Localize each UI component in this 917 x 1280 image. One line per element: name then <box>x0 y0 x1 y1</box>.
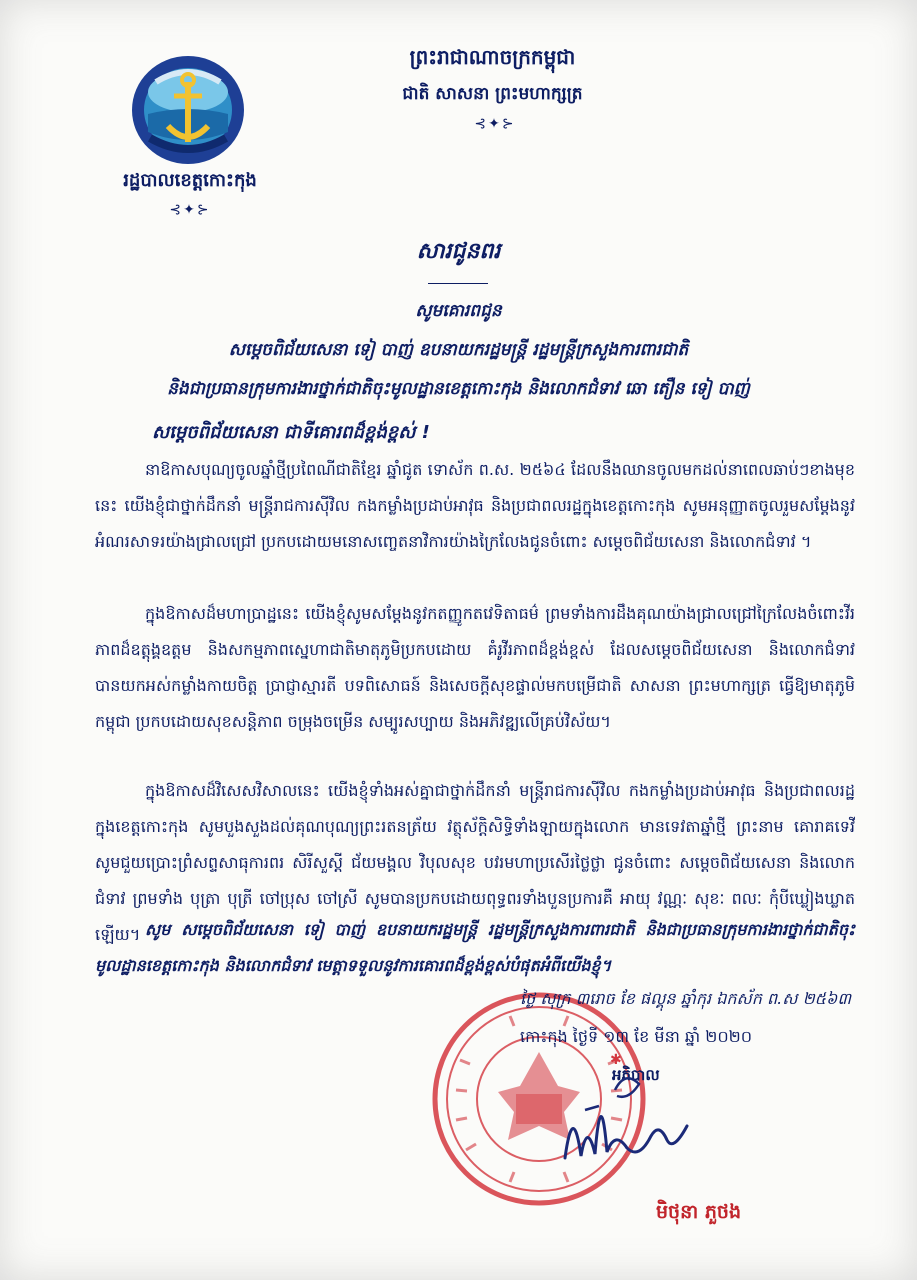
signer-role: អភិបាល <box>612 1066 660 1084</box>
paragraph-3-text: ក្នុងឱកាសដ៏វិសេសវិសាលនេះ យើងខ្ញុំទាំងអស់គ្នាជាថ្នាក់ដឹកនាំ មន្ត្រីរាជការស៊ីវិល កងកម្លាំងប្រដាប់អាវុធ និងប្រជាពលរដ្ឋក្នុងខេត្តកោះកុង សូមបួងសួងដល់គុណបុណ្យព្រះរតនត្រ័យ វត្ថុស័ក្តិសិទ្ធិទាំងឡាយក្នុងលោក មានទេវតាឆ្នាំថ្មី ព្រះនាម គោរាគទេវី សូមជួយប្រោះព្រំសព្ទសាធុការពរ សិរីសួស្តី ជ័យមង្គល វិបុលសុខ បវរមហាប្រសើរថ្លៃថ្លា ជូនចំពោះ សម្ដេចពិជ័យសេនា និងលោកជំទាវ ព្រមទាំង បុត្រា បុត្រី ចៅប្រុស ចៅស្រី សូមបានប្រកបដោយពុទ្ធពរទាំងបួនប្រការគឺ អាយុ វណ្ណៈ សុខៈ ពលៈ កុំបីឃ្លៀងឃ្លាតឡើយ។ <box>95 781 855 944</box>
ornament-divider-top: ⊰✦⊱ <box>474 116 516 132</box>
addressee-line-2: និងជាប្រធានក្រុមការងារថ្នាក់ជាតិចុះមូលដ្ឋានខេត្តកោះកុង និងលោកជំទាវ ឆោ តឿន ទៀ បាញ់ <box>167 379 750 399</box>
body-paragraph-2 <box>95 596 855 740</box>
addressee-lead: សូមគោរពជូន <box>415 301 502 321</box>
nation-heading: ព្រះរាជាណាចក្រកម្ពុជា <box>409 45 576 69</box>
lunar-date: ថ្ងៃ សុក្រ ៣រោច ខែ ផល្គុន ឆ្នាំកុរ ឯកស័ក ព.ស ២៥៦៣ <box>520 989 852 1008</box>
closing-paragraph-text: សូម សម្ដេចពិជ័យសេនា ទៀ បាញ់ ឧបនាយករដ្ឋមន្ត្រី រដ្ឋមន្ត្រីក្រសួងការពារជាតិ និងជាប្រធានក្រុមការងារថ្នាក់ជាតិចុះមូលដ្ឋានខេត្តកោះកុង និងលោកជំទាវ មេត្តាទទួលនូវការគោរពដ៏ខ្ពង់ខ្ពស់បំផុតអំពីយើងខ្ញុំ។ <box>95 920 855 975</box>
title-underline <box>428 283 488 284</box>
salutation: សម្ដេចពិជ័យសេនា ជាទីគោរពដ៏ខ្ពង់ខ្ពស់ ! <box>152 422 430 443</box>
ornament-divider: ⊰✦⊱ <box>169 202 211 218</box>
signature-icon <box>555 1060 695 1172</box>
svg-text:✱: ✱ <box>610 1052 622 1068</box>
closing-paragraph <box>95 912 855 984</box>
document-title: សារជូនពរ <box>416 239 501 264</box>
paragraph-2-text: ក្នុងឱកាសដ៏មហាប្រាដ្ឋនេះ យើងខ្ញុំសូមសម្ដែងនូវកតញ្ញូកតវេទិតាធម៌ ព្រមទាំងការដឹងគុណយ៉ាងជ្រាលជ្រៅក្រៃលែងចំពោះវីរភាពដ៏ឧត្ដុង្គឧត្ដម និងសកម្មភាពស្នេហាជាតិមាតុភូមិប្រកបដោយ គំរូវីរភាពដ៏ខ្ពង់ខ្ពស់ ដែលសម្ដេចពិជ័យសេនា និងលោកជំទាវ បានយកអស់កម្លាំងកាយចិត្ត ប្រាជ្ញាស្មារតី បទពិសោធន៍ និងសេចក្ដីសុខផ្ទាល់មកបម្រើជាតិ សាសនា ព្រះមហាក្សត្រ ធ្វើឱ្យមាតុភូមិកម្ពុជា ប្រកបដោយសុខសន្តិភាព ចម្រុងចម្រើន សម្បូរសប្បាយ និងអភិវឌ្ឍលើគ្រប់វិស័យ។ <box>95 604 855 731</box>
handwritten-signature <box>555 1060 695 1172</box>
national-motto: ជាតិ សាសនា ព្រះមហាក្សត្រ <box>402 84 583 104</box>
addressee-line-1: សម្ដេចពិជ័យសេនា ទៀ បាញ់ ឧបនាយករដ្ឋមន្ត្រី រដ្ឋមន្ត្រីក្រសួងការពារជាតិ <box>228 340 689 360</box>
paragraph-1-text: នាឱកាសបុណ្យចូលឆ្នាំថ្មីប្រពៃណីជាតិខ្មែរ ឆ្នាំជូត ទោស័ក ព.ស. ២៥៦៤ ដែលនឹងឈានចូលមកដល់នាពេលឆាប់ៗខាងមុខនេះ យើងខ្ញុំជាថ្នាក់ដឹកនាំ មន្ត្រីរាជការស៊ីវិល កងកម្លាំងប្រដាប់អាវុធ និងប្រជាពលរដ្ឋក្នុងខេត្តកោះកុង សូមអនុញ្ញាតចូលរួមសម្ដែងនូវអំណរសាទរយ៉ាងជ្រាលជ្រៅ ប្រកបដោយមនោសញ្ចេតនាវិការយ៉ាងក្រៃលែងជូនចំពោះ សម្ដេចពិជ័យសេនា និងលោកជំទាវ ។ <box>95 460 855 551</box>
body-paragraph-1 <box>95 452 855 560</box>
organization-name: រដ្ឋបាលខេត្តកោះកុង <box>123 170 257 191</box>
provincial-logo <box>128 52 248 168</box>
signer-name: មិថុនា ភួថង <box>656 1201 742 1223</box>
solar-date: កោះកុង ថ្ងៃទី ១៣ ខែ មីនា ឆ្នាំ ២០២០ <box>520 1027 753 1046</box>
logo-emblem-icon <box>128 52 248 168</box>
